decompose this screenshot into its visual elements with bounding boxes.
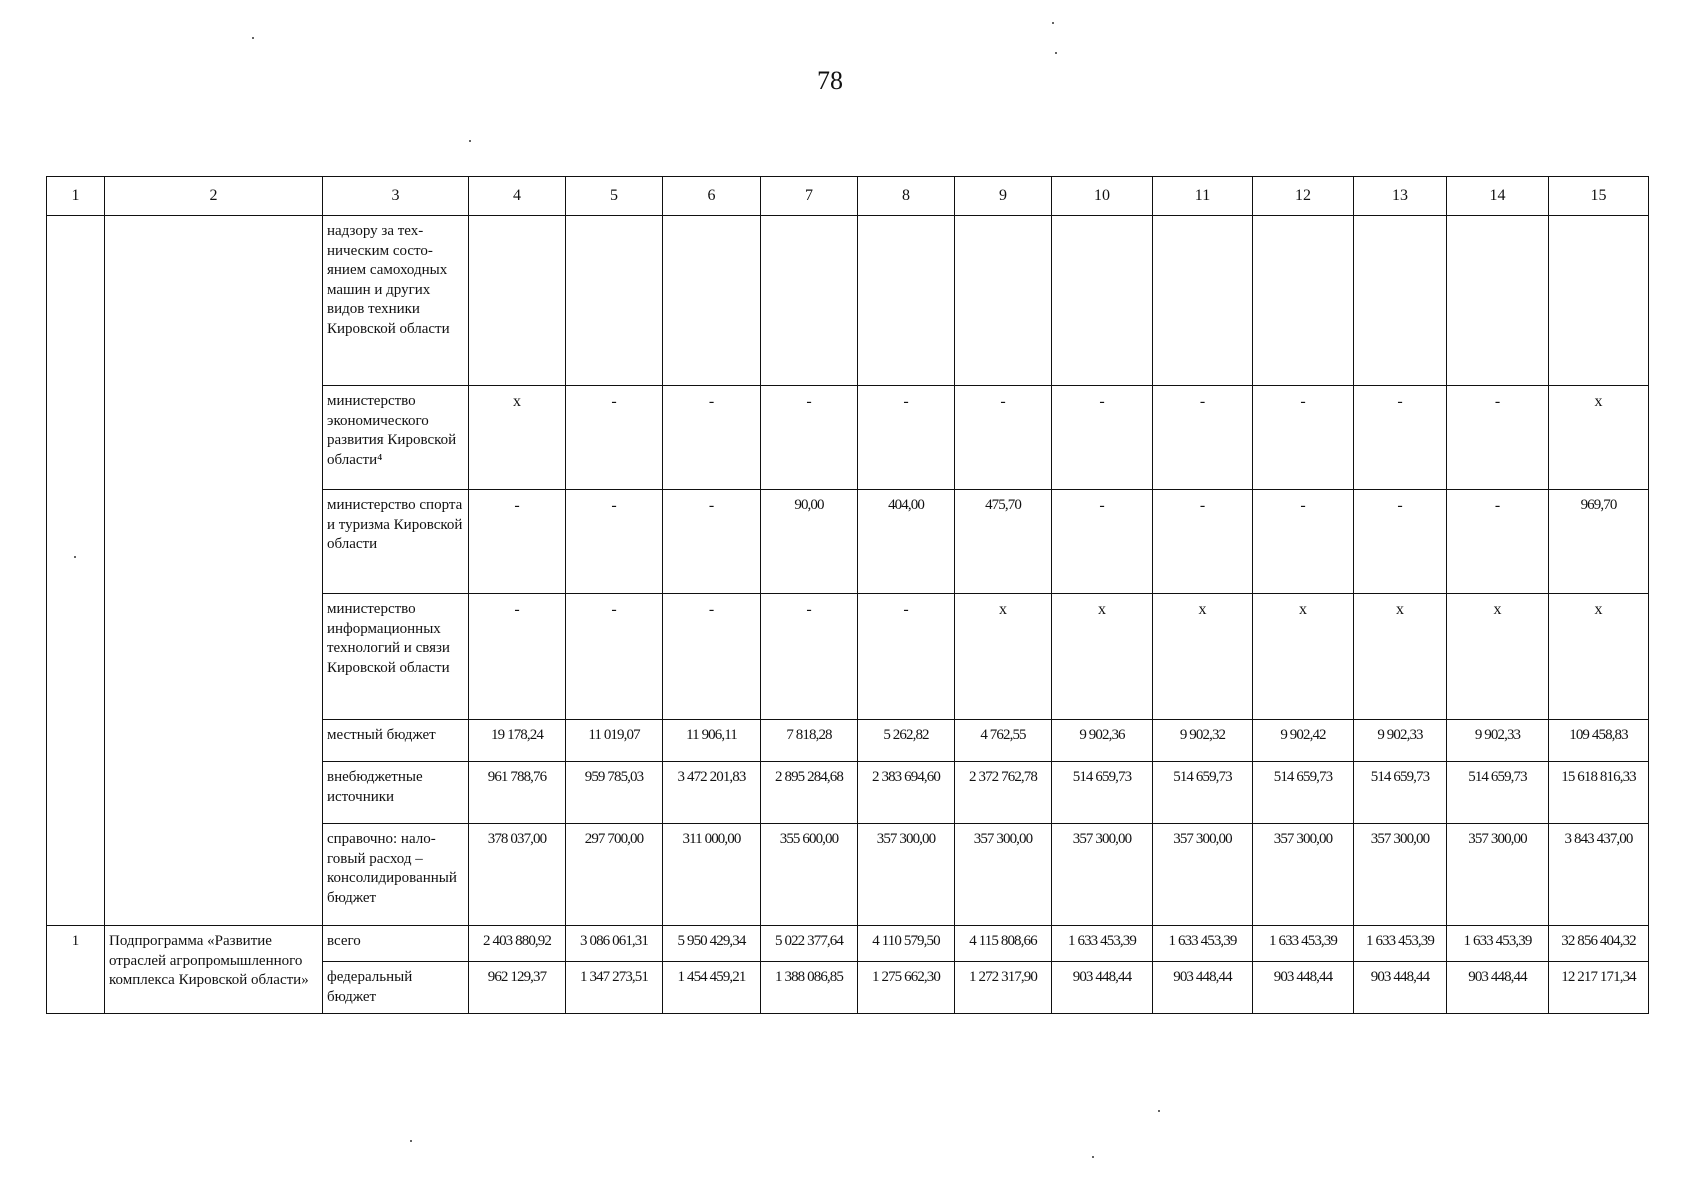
value-cell: 2 403 880,92 (469, 926, 566, 962)
source-label: федеральный бюджет (323, 962, 469, 1014)
value-cell: 2 383 694,60 (858, 762, 955, 824)
value-cell (566, 216, 663, 386)
value-cell: - (663, 594, 761, 720)
value-cell: 378 037,00 (469, 824, 566, 926)
value-cell: - (663, 386, 761, 490)
column-header-3: 3 (323, 177, 469, 216)
value-cell: 15 618 816,33 (1549, 762, 1649, 824)
value-cell: - (469, 490, 566, 594)
value-cell: 5 022 377,64 (761, 926, 858, 962)
scan-speck (1092, 1156, 1094, 1158)
value-cell: 3 086 061,31 (566, 926, 663, 962)
value-cell: x (1549, 386, 1649, 490)
source-label: справочно: налоговый расход – консолидированный бюджет (323, 824, 469, 926)
value-cell (761, 216, 858, 386)
table-row (47, 926, 1649, 962)
value-cell: 297 700,00 (566, 824, 663, 926)
column-header-7: 7 (761, 177, 858, 216)
value-cell: 357 300,00 (1052, 824, 1153, 926)
value-cell: 11 019,07 (566, 720, 663, 762)
value-cell: - (1354, 490, 1447, 594)
value-cell: 1 275 662,30 (858, 962, 955, 1014)
value-cell: 404,00 (858, 490, 955, 594)
value-cell: - (469, 594, 566, 720)
source-label: местный бюджет (323, 720, 469, 762)
value-cell: 9 902,33 (1354, 720, 1447, 762)
value-cell: - (1153, 490, 1253, 594)
column-header-4: 4 (469, 177, 566, 216)
value-cell: 1 347 273,51 (566, 962, 663, 1014)
value-cell: 3 472 201,83 (663, 762, 761, 824)
column-header-14: 14 (1447, 177, 1549, 216)
value-cell: - (1354, 386, 1447, 490)
value-cell (1354, 216, 1447, 386)
value-cell: 903 448,44 (1253, 962, 1354, 1014)
value-cell (663, 216, 761, 386)
value-cell: 514 659,73 (1052, 762, 1153, 824)
value-cell: 357 300,00 (1447, 824, 1549, 926)
scan-speck (410, 1140, 412, 1142)
value-cell: x (1354, 594, 1447, 720)
value-cell: 12 217 171,34 (1549, 962, 1649, 1014)
value-cell: - (761, 386, 858, 490)
value-cell (469, 216, 566, 386)
value-cell: 1 633 453,39 (1253, 926, 1354, 962)
value-cell: 357 300,00 (955, 824, 1052, 926)
column-header-15: 15 (1549, 177, 1649, 216)
value-cell: x (1153, 594, 1253, 720)
scan-speck (252, 37, 254, 39)
program-name-cell (105, 216, 323, 926)
value-cell: x (1447, 594, 1549, 720)
page-number: 78 (817, 66, 843, 95)
value-cell: 961 788,76 (469, 762, 566, 824)
value-cell: 1 633 453,39 (1052, 926, 1153, 962)
value-cell: 2 372 762,78 (955, 762, 1052, 824)
value-cell: 903 448,44 (1052, 962, 1153, 1014)
value-cell: 514 659,73 (1354, 762, 1447, 824)
value-cell: - (1153, 386, 1253, 490)
value-cell: x (1052, 594, 1153, 720)
value-cell: 514 659,73 (1253, 762, 1354, 824)
value-cell: 9 902,42 (1253, 720, 1354, 762)
subprogram-index: 1 (47, 926, 105, 1014)
value-cell: 514 659,73 (1447, 762, 1549, 824)
value-cell: - (1447, 386, 1549, 490)
subprogram-name: Подпрограмма «Развитие отраслей агропромышленного комплекса Кировской области» (105, 926, 323, 1014)
value-cell: 4 115 808,66 (955, 926, 1052, 962)
value-cell: 1 633 453,39 (1354, 926, 1447, 962)
row-index-cell (47, 216, 105, 926)
scan-speck (1055, 52, 1057, 54)
value-cell: - (955, 386, 1052, 490)
value-cell: 1 633 453,39 (1153, 926, 1253, 962)
column-header-9: 9 (955, 177, 1052, 216)
value-cell: 962 129,37 (469, 962, 566, 1014)
value-cell: 1 633 453,39 (1447, 926, 1549, 962)
value-cell (1253, 216, 1354, 386)
value-cell: 514 659,73 (1153, 762, 1253, 824)
source-label: всего (323, 926, 469, 962)
value-cell: - (858, 594, 955, 720)
column-header-8: 8 (858, 177, 955, 216)
column-header-11: 11 (1153, 177, 1253, 216)
value-cell: 11 906,11 (663, 720, 761, 762)
value-cell: 90,00 (761, 490, 858, 594)
value-cell: 1 454 459,21 (663, 962, 761, 1014)
column-header-2: 2 (105, 177, 323, 216)
column-header-13: 13 (1354, 177, 1447, 216)
value-cell: 355 600,00 (761, 824, 858, 926)
value-cell: 475,70 (955, 490, 1052, 594)
header-row (47, 177, 1649, 216)
value-cell: 3 843 437,00 (1549, 824, 1649, 926)
source-label: министерство информационных технологий и связи Кировской области (323, 594, 469, 720)
column-header-5: 5 (566, 177, 663, 216)
value-cell: 109 458,83 (1549, 720, 1649, 762)
value-cell: 1 272 317,90 (955, 962, 1052, 1014)
value-cell (1447, 216, 1549, 386)
budget-table (46, 176, 1649, 1014)
value-cell: 357 300,00 (858, 824, 955, 926)
value-cell (955, 216, 1052, 386)
value-cell (1153, 216, 1253, 386)
source-label: министерство экономического развития Кировской области⁴ (323, 386, 469, 490)
column-header-10: 10 (1052, 177, 1153, 216)
value-cell: - (858, 386, 955, 490)
value-cell: 1 388 086,85 (761, 962, 858, 1014)
value-cell: - (1253, 386, 1354, 490)
value-cell: - (1052, 490, 1153, 594)
scan-speck (74, 556, 76, 558)
value-cell (1052, 216, 1153, 386)
value-cell: 311 000,00 (663, 824, 761, 926)
source-label: министерство спорта и туризма Кировской области (323, 490, 469, 594)
value-cell: - (1253, 490, 1354, 594)
value-cell (1549, 216, 1649, 386)
value-cell: 903 448,44 (1153, 962, 1253, 1014)
table-row (47, 216, 1649, 386)
value-cell: x (469, 386, 566, 490)
value-cell: - (761, 594, 858, 720)
value-cell (858, 216, 955, 386)
value-cell: - (663, 490, 761, 594)
value-cell: 4 110 579,50 (858, 926, 955, 962)
value-cell: - (566, 490, 663, 594)
value-cell: - (1052, 386, 1153, 490)
value-cell: 357 300,00 (1153, 824, 1253, 926)
column-header-1: 1 (47, 177, 105, 216)
value-cell: 5 950 429,34 (663, 926, 761, 962)
value-cell: - (1447, 490, 1549, 594)
scan-speck (1052, 22, 1054, 24)
value-cell: x (1549, 594, 1649, 720)
value-cell: - (566, 386, 663, 490)
value-cell: 357 300,00 (1253, 824, 1354, 926)
value-cell: 969,70 (1549, 490, 1649, 594)
source-label: внебюджетные источники (323, 762, 469, 824)
value-cell: 903 448,44 (1447, 962, 1549, 1014)
value-cell: x (955, 594, 1052, 720)
scan-speck (469, 140, 471, 142)
value-cell: 19 178,24 (469, 720, 566, 762)
column-header-6: 6 (663, 177, 761, 216)
value-cell: 357 300,00 (1354, 824, 1447, 926)
value-cell: - (566, 594, 663, 720)
value-cell: 32 856 404,32 (1549, 926, 1649, 962)
value-cell: 959 785,03 (566, 762, 663, 824)
value-cell: 9 902,33 (1447, 720, 1549, 762)
value-cell: 4 762,55 (955, 720, 1052, 762)
value-cell: 903 448,44 (1354, 962, 1447, 1014)
value-cell: x (1253, 594, 1354, 720)
column-header-12: 12 (1253, 177, 1354, 216)
value-cell: 9 902,36 (1052, 720, 1153, 762)
value-cell: 9 902,32 (1153, 720, 1253, 762)
value-cell: 7 818,28 (761, 720, 858, 762)
value-cell: 2 895 284,68 (761, 762, 858, 824)
scan-speck (1158, 1110, 1160, 1112)
value-cell: 5 262,82 (858, 720, 955, 762)
source-label: надзору за техническим состоянием самоходных машин и других видов техники Кировской области (323, 216, 469, 386)
